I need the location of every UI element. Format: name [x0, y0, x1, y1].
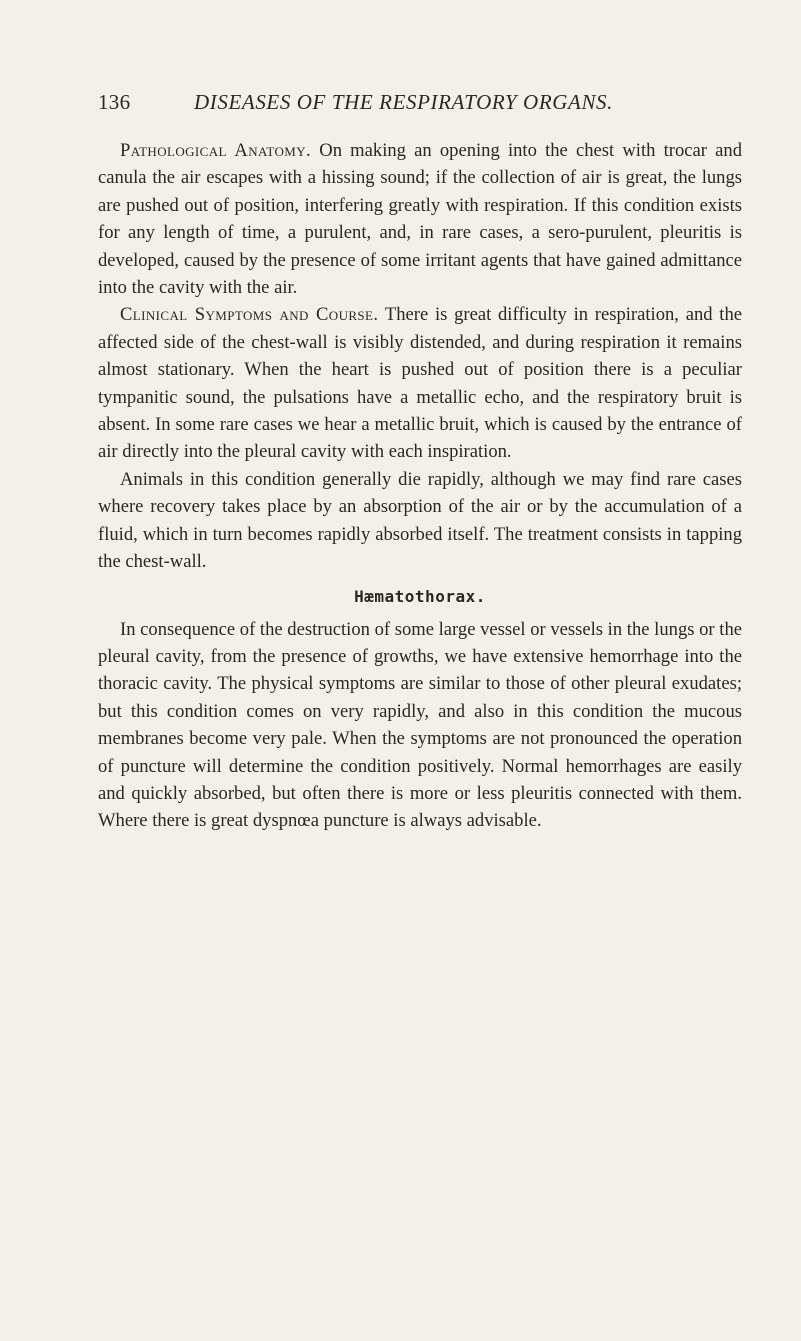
paragraph-text: Animals in this condition generally die rapidly, although we may find rare cases where recovery takes place by an absorption of the air or by the accumulation of a fluid, which in turn becomes rapidly absorbed itself. The treatment consists in tapping the chest-wall. — [98, 468, 742, 573]
paragraph-prognosis-treatment — [98, 466, 742, 576]
paragraph-text: There is great difficulty in respiration, and the affected side of the chest-wall is visibly distended, and during respiration it remains almost stationary. When the heart is pushed out of position there is a peculiar tympanitic sound, the pulsations have a metallic echo, and the respiratory bruit is absent. In some rare cases we hear a metallic bruit, which is caused by the entrance of air directly into the pleural cavity with each inspiration. — [98, 304, 742, 463]
page-number: 136 — [98, 90, 131, 114]
running-head — [98, 90, 738, 120]
body-text — [98, 137, 742, 835]
paragraph-haematothorax — [98, 616, 742, 835]
paragraph-pathological-anatomy — [98, 137, 742, 301]
paragraph-text: On making an opening into the chest with trocar and canula the air escapes with a hissing sound; if the collection of air is great, the lungs are pushed out of position, interfering greatly with respiration. If this condition exists for any length of time, a purulent, and, in rare cases, a sero-purulent, pleuritis is developed, caused by the presence of some irritant agents that have gained admittance into the cavity with the air. — [98, 140, 742, 299]
run-in-heading: Clinical Symptoms and Course. — [120, 304, 379, 326]
paragraph-clinical-symptoms — [98, 301, 742, 465]
running-title: DISEASES OF THE RESPIRATORY ORGANS. — [194, 90, 613, 114]
run-in-heading: Pathological Anatomy. — [120, 140, 312, 161]
section-heading: Hæmatothorax. — [354, 586, 486, 606]
paragraph-text: In consequence of the destruction of some large vessel or vessels in the lungs or the pleural cavity, from the presence of growths, we have extensive hemorrhage into the thoracic cavity. The physical symptoms are similar to those of other pleural exudates; but this condition comes on very rapidly, and also in this condition the mucous membranes become very pale. When the symptoms are not pronounced the operation of puncture will determine the condition positively. Normal hemorrhages are easily and quickly absorbed, but often there is more or less pleuritis connected with them. Where there is great dyspnœa puncture is always advisable. — [98, 618, 742, 832]
